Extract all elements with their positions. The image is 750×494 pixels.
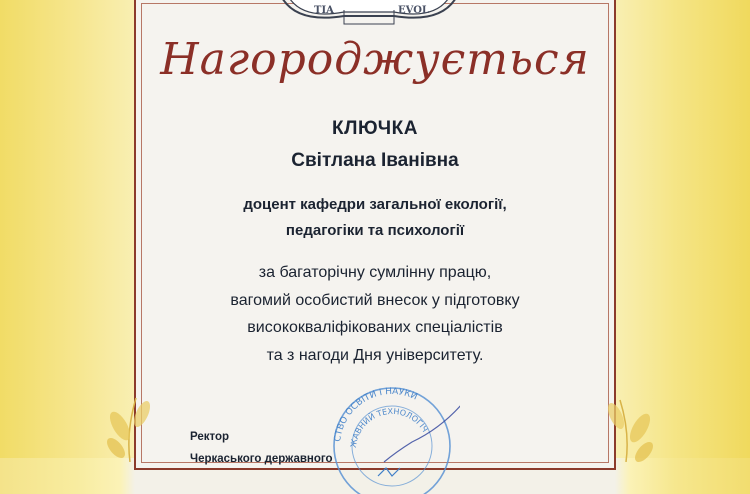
reason-line: за багаторічну сумлінну працю,: [258, 264, 492, 281]
signatory-institution: Черкаського державного: [190, 453, 333, 465]
emblem-left-text: TIA: [314, 5, 334, 16]
award-heading: Нагороджується: [160, 34, 590, 85]
reason-line: та з нагоди Дня університету.: [266, 347, 484, 364]
svg-text:ЖАВНИЙ ТЕХНОЛОГІЧ: [349, 407, 430, 448]
official-stamp: [300, 384, 460, 494]
reason-line: висококваліфікованих спеціалістів: [247, 319, 503, 336]
stamp-mid-text: ЖАВНИЙ ТЕХНОЛОГІЧ: [348, 406, 430, 449]
decorative-leaves-left: [96, 392, 166, 462]
stamp-top-text: СТВО ОСВІТИ І НАУКИ: [333, 386, 419, 443]
recipient-names: Світлана Іванівна: [291, 150, 459, 171]
signatory-title: Ректор: [190, 431, 230, 443]
position-line: доцент кафедри загальної екології,: [243, 196, 507, 213]
university-emblem: [274, 0, 464, 30]
recipient-surname: КЛЮЧКА: [332, 118, 418, 139]
emblem-right-text: EVOL: [398, 5, 429, 16]
decorative-leaves-right: [596, 396, 666, 462]
position-line: педагогіки та психології: [285, 222, 465, 239]
reason-line: вагомий особистий внесок у підготовку: [230, 292, 520, 309]
